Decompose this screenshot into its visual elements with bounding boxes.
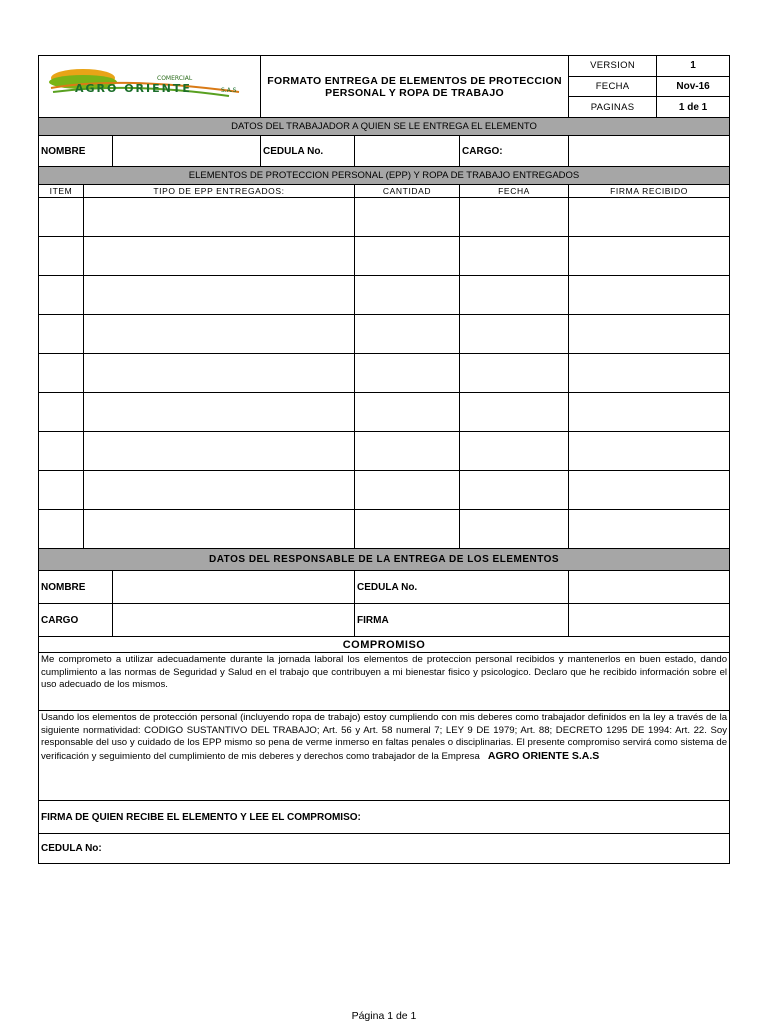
- responsible-cedula-field[interactable]: [569, 571, 730, 604]
- epp-row: [39, 432, 730, 471]
- svg-text:AGRO ORIENTE: AGRO ORIENTE: [75, 82, 192, 95]
- form-title-line2: PERSONAL Y ROPA DE TRABAJO: [325, 86, 504, 99]
- epp-row: [39, 393, 730, 432]
- worker-cargo-field[interactable]: [569, 136, 730, 167]
- form-table: [38, 55, 730, 864]
- compromiso-paragraph-2: [39, 711, 730, 801]
- responsible-firma-field[interactable]: [569, 604, 730, 637]
- worker-nombre-field[interactable]: [113, 136, 261, 167]
- col-item-header: ITEM: [39, 185, 84, 198]
- tipo-cell[interactable]: [84, 471, 355, 510]
- cantidad-cell[interactable]: [355, 432, 460, 471]
- worker-cargo-label: CARGO:: [460, 136, 569, 167]
- epp-delivery-form: [38, 55, 729, 864]
- tipo-cell[interactable]: [84, 432, 355, 471]
- responsible-nombre-label: NOMBRE: [39, 571, 113, 604]
- col-tipo-header: TIPO DE EPP ENTREGADOS:: [84, 185, 355, 198]
- cantidad-cell[interactable]: [355, 354, 460, 393]
- cantidad-cell[interactable]: [355, 393, 460, 432]
- item-cell[interactable]: [39, 471, 84, 510]
- firma-cell[interactable]: [569, 237, 730, 276]
- responsible-cargo-label: CARGO: [39, 604, 113, 637]
- fecha-cell[interactable]: [460, 237, 569, 276]
- worker-nombre-label: NOMBRE: [39, 136, 113, 167]
- tipo-cell[interactable]: [84, 237, 355, 276]
- fecha-cell[interactable]: [460, 510, 569, 549]
- fecha-label: FECHA: [569, 76, 657, 97]
- cantidad-cell[interactable]: [355, 315, 460, 354]
- worker-cedula-field[interactable]: [355, 136, 460, 167]
- item-cell[interactable]: [39, 276, 84, 315]
- responsible-section-heading: DATOS DEL RESPONSABLE DE LA ENTREGA DE LOS ELEMENTOS: [39, 549, 730, 571]
- paginas-label: PAGINAS: [569, 97, 657, 118]
- form-title: [261, 56, 569, 118]
- tipo-cell[interactable]: [84, 315, 355, 354]
- company-name: AGRO ORIENTE S.A.S: [487, 749, 600, 762]
- worker-cedula-label: CEDULA No.: [261, 136, 355, 167]
- compromiso-paragraph-1: Me comprometo a utilizar adecuadamente durante la jornada laboral los elementos de proteccion personal recibidos y mantenerlos en buen estado, dando cumplimiento a las normas de Seguridad y Salud en el trabajo que contribuyen a mi bienestar fisico y psicologico. Declaro que he recibido información sobre el uso adecuado de los mismos.: [39, 653, 730, 711]
- epp-row: [39, 471, 730, 510]
- col-fecha-header: FECHA: [460, 185, 569, 198]
- paginas-value: 1 de 1: [657, 97, 730, 118]
- form-title-line1: FORMATO ENTREGA DE ELEMENTOS DE PROTECCION: [267, 74, 562, 87]
- cantidad-cell[interactable]: [355, 276, 460, 315]
- cantidad-cell[interactable]: [355, 510, 460, 549]
- firma-recibe-label: FIRMA DE QUIEN RECIBE EL ELEMENTO Y LEE EL COMPROMISO:: [41, 811, 361, 823]
- item-cell[interactable]: [39, 315, 84, 354]
- agro-oriente-logo-icon: [39, 56, 259, 114]
- firma-cell[interactable]: [569, 354, 730, 393]
- page-footer: Página 1 de 1: [351, 1010, 417, 1022]
- cedula-recibe-label: CEDULA No:: [41, 843, 102, 854]
- item-cell[interactable]: [39, 393, 84, 432]
- compromiso-heading: COMPROMISO: [39, 637, 730, 653]
- epp-row: [39, 237, 730, 276]
- tipo-cell[interactable]: [84, 393, 355, 432]
- firma-cell[interactable]: [569, 198, 730, 237]
- firma-cell[interactable]: [569, 393, 730, 432]
- fecha-cell[interactable]: [460, 276, 569, 315]
- fecha-cell[interactable]: [460, 471, 569, 510]
- fecha-cell[interactable]: [460, 354, 569, 393]
- epp-row: [39, 354, 730, 393]
- cantidad-cell[interactable]: [355, 198, 460, 237]
- cantidad-cell[interactable]: [355, 237, 460, 276]
- firma-cell[interactable]: [569, 315, 730, 354]
- item-cell[interactable]: [39, 354, 84, 393]
- epp-section-heading: ELEMENTOS DE PROTECCION PERSONAL (EPP) Y ROPA DE TRABAJO ENTREGADOS: [39, 167, 730, 185]
- cantidad-cell[interactable]: [355, 471, 460, 510]
- fecha-cell[interactable]: [460, 393, 569, 432]
- company-logo: [39, 56, 261, 118]
- fecha-cell[interactable]: [460, 315, 569, 354]
- fecha-value: Nov-16: [657, 76, 730, 97]
- item-cell[interactable]: [39, 198, 84, 237]
- version-label: VERSION: [569, 56, 657, 77]
- item-cell[interactable]: [39, 510, 84, 549]
- firma-recibe-field[interactable]: [39, 801, 730, 834]
- tipo-cell[interactable]: [84, 198, 355, 237]
- epp-row: [39, 276, 730, 315]
- item-cell[interactable]: [39, 432, 84, 471]
- responsible-firma-label: FIRMA: [355, 604, 569, 637]
- responsible-cedula-label: CEDULA No.: [355, 571, 569, 604]
- compromiso-paragraph-2-text: Usando los elementos de protección personal (incluyendo ropa de trabajo) estoy cumpliendo con mis deberes como trabajador definidos en la ley a través de la siguiente normatividad: CODIGO SUSTANTIVO DEL TRABAJO; Art. 56 y Art. 58 numeral 7; LEY 9 DE 1979; Art. 88; DECRETO 1295 DE 1994: Art. 22. Soy responsable del uso y cuidado de los EPP mismo so pena de verme inmerso en faltas penales o disciplinarias. El presente compromiso servirá como sistema de verificación y seguimiento del cumplimiento de mis deberes y derechos como trabajador de la Empresa: [41, 712, 728, 762]
- epp-row: [39, 510, 730, 549]
- firma-cell[interactable]: [569, 276, 730, 315]
- epp-row: [39, 315, 730, 354]
- cedula-recibe-field[interactable]: [39, 834, 730, 864]
- tipo-cell[interactable]: [84, 276, 355, 315]
- firma-cell[interactable]: [569, 510, 730, 549]
- tipo-cell[interactable]: [84, 510, 355, 549]
- col-firma-header: FIRMA RECIBIDO: [569, 185, 730, 198]
- svg-text:S.A.S: S.A.S: [221, 87, 237, 94]
- svg-text:COMERCIAL: COMERCIAL: [157, 75, 193, 82]
- version-value: 1: [657, 56, 730, 77]
- tipo-cell[interactable]: [84, 354, 355, 393]
- responsible-nombre-field[interactable]: [113, 571, 355, 604]
- fecha-cell[interactable]: [460, 198, 569, 237]
- firma-cell[interactable]: [569, 432, 730, 471]
- firma-cell[interactable]: [569, 471, 730, 510]
- item-cell[interactable]: [39, 237, 84, 276]
- worker-section-heading: DATOS DEL TRABAJADOR A QUIEN SE LE ENTREGA EL ELEMENTO: [39, 118, 730, 136]
- responsible-cargo-field[interactable]: [113, 604, 355, 637]
- col-cantidad-header: CANTIDAD: [355, 185, 460, 198]
- fecha-cell[interactable]: [460, 432, 569, 471]
- epp-row: [39, 198, 730, 237]
